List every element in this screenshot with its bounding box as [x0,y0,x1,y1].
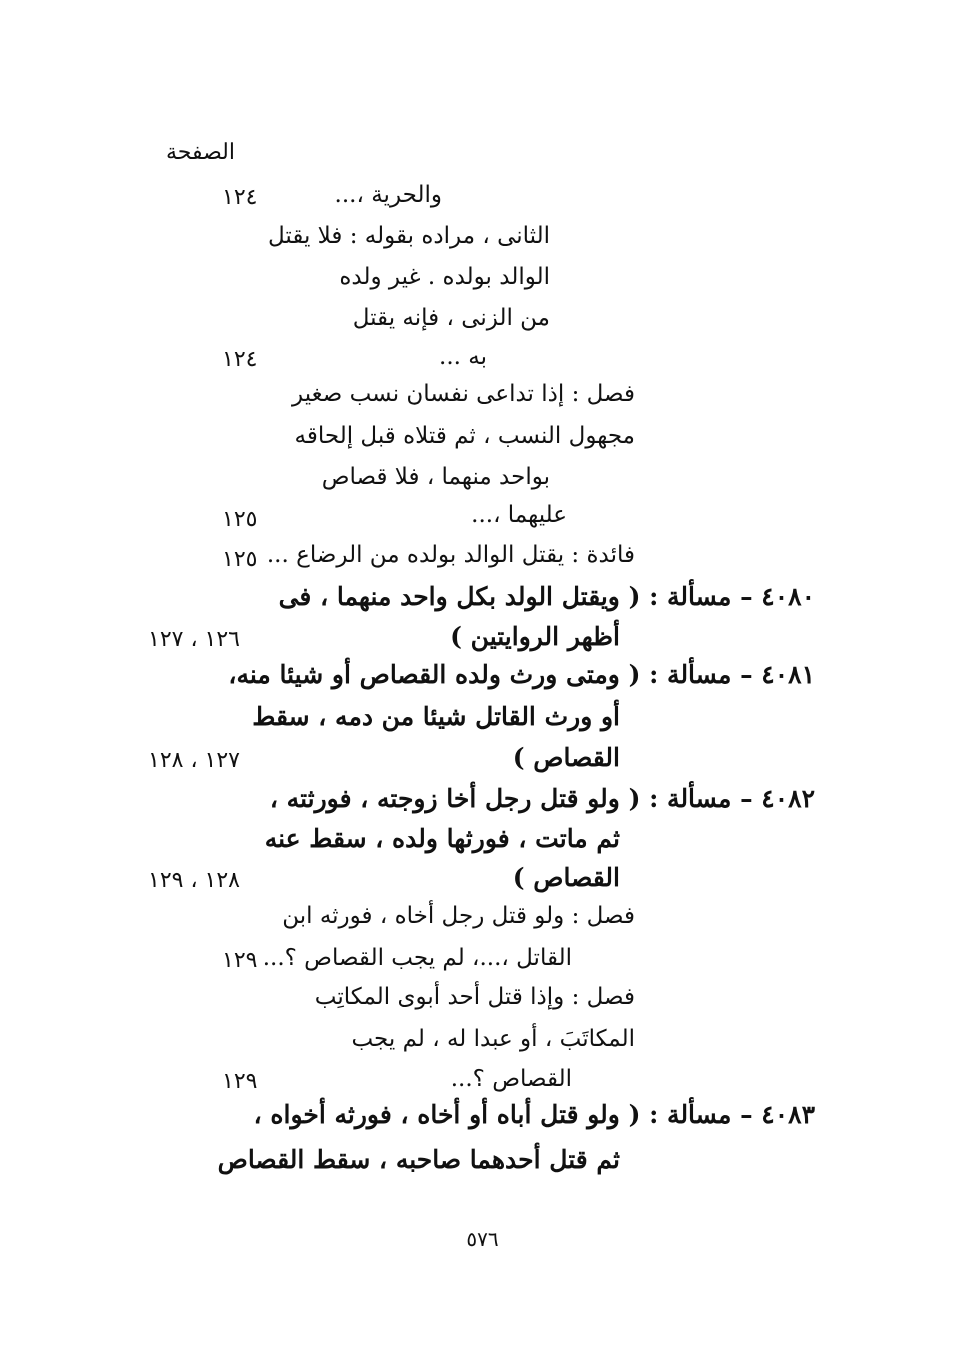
page-reference: ١٢٦ ، ١٢٧ [148,627,240,652]
index-line: ثم ماتت ، فورثها ولده ، سقط عنه [264,824,620,853]
index-line: فصل : إذا تداعى نفسان نسب صغير [292,381,635,407]
index-line: ٤٠٨٠ – مسألة : ( ويقتل الولد بكل واحد منهما ، فى [278,582,815,611]
page-reference: ١٢٤ [222,185,258,210]
index-line: القصاص ) [512,743,620,772]
index-line: فصل : وإذا قتل أحد أبوى المكاتِب [314,984,635,1010]
index-line: أظهر الروايتين ) [450,622,620,651]
page-reference: ١٢٨ ، ١٢٩ [148,868,240,893]
index-line: ثم قتل أحدهما صاحبه ، سقط القصاص [217,1145,620,1174]
index-line: ٤٠٨٣ – مسألة : ( ولو قتل أباه أو أخاه ، فورثه أخواه ، [253,1100,815,1129]
index-line: القاتل ،...، لم يجب القصاص ؟... [262,945,572,971]
index-line: ٤٠٨٢ – مسألة : ( ولو قتل رجل أخا زوجته ، فورثته ، [269,784,815,813]
index-line: بواحد منهما ، فلا قصاص [321,464,550,490]
page-reference: ١٢٩ [222,948,258,973]
page-number: ٥٧٦ [466,1227,499,1251]
page-column-header: الصفحة [165,140,235,165]
index-line: فائدة : يقتل الوالد بولده من الرضاع ... [266,542,635,568]
index-line: من الزنى ، فإنه يقتل [352,305,550,331]
index-line: به ... [439,344,487,370]
page-reference: ١٢٥ [222,507,258,532]
index-line: عليهما ،... [471,502,567,528]
index-line: والحرية ،... [334,182,442,208]
index-line: المكاتَبَ ، أو عبدا له ، لم يجب [351,1026,635,1052]
page-reference: ١٢٤ [222,347,258,372]
index-line: فصل : ولو قتل رجل أخاه ، فورثه ابن [282,903,635,929]
index-line: الثانى ، مراده بقوله : فلا يقتل [267,223,550,249]
index-line: أو ورث القاتل شيئا من دمه ، سقط [252,702,620,731]
index-line: القصاص ؟... [450,1066,572,1092]
index-line: القصاص ) [512,863,620,892]
index-line: ٤٠٨١ – مسألة : ( ومتى ورث ولده القصاص أو شيئا منه، [228,660,815,689]
index-line: مجهول النسب ، ثم قتلاه قبل إلحاقه [294,423,635,449]
page-reference: ١٢٧ ، ١٢٨ [148,748,240,773]
page-reference: ١٢٥ [222,547,258,572]
index-line: الوالد بولده . غير ولده [339,264,550,290]
page-reference: ١٢٩ [222,1069,258,1094]
